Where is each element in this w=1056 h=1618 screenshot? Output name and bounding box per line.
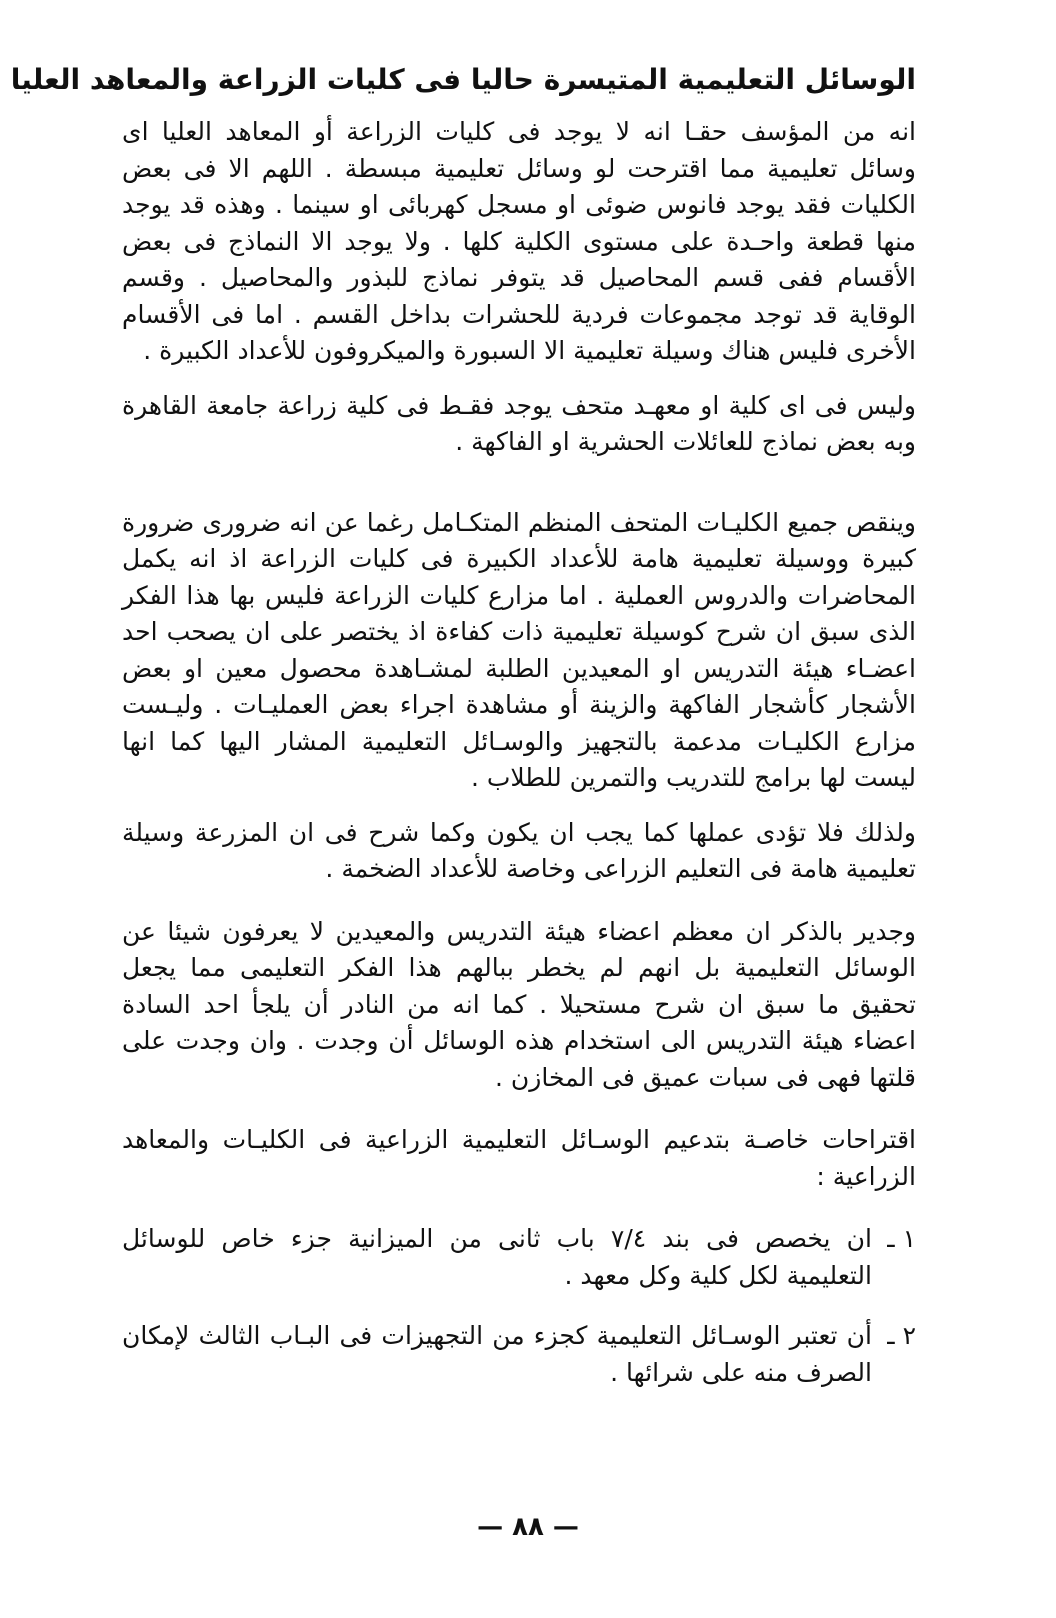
page-title: الوسائل التعليمية المتيسرة حاليا فى كليات الزراعة والمعاهد العليا — [10, 63, 916, 96]
list-item-number: ٢ ـ — [887, 1321, 916, 1350]
list-item-number: ١ ـ — [887, 1224, 916, 1253]
page-number: — ٨٨ — — [477, 1512, 579, 1542]
list-item-1 — [122, 1221, 916, 1294]
paragraph-5: وجدير بالذكر ان معظم اعضاء هيئة التدريس والمعيدين لا يعرفون شيئا عن الوسائل التعليمية بل انهم لم يخطر ببالهم هذا الفكر التعليمى مما يجعل تحقيق ما سبق ان شرح مستحيلا . كما انه من النادر أن يلجأ احد السادة اعضاء هيئة التدريس الى استخدام هذه الوسائل أن وجدت . وان وجدت على قلتها فهى فى سبات عميق فى المخازن . — [122, 916, 916, 1092]
paragraph-1: انه من المؤسف حقـا انه لا يوجد فى كليات الزراعة أو المعاهد العليا اى وسائل تعليمية مما اقترحت لو وسائل تعليمية مبسطة . اللهم الا فى بعض الكليات فقد يوجد فانوس ضوئى او مسجل كهربائى او سينما . وهذه قد يوجد منها قطعة واحـدة على مستوى الكلية كلها . ولا يوجد الا النماذج فى بعض الأقسام ففى قسم المحاصيل قد يتوفر نماذج للبذور والمحاصيل . وقسم الوقاية قد توجد مجموعات فردية للحشرات بداخل القسم . اما فى الأقسام الأخرى فليس هناك وسيلة تعليمية الا السبورة والميكروفون للأعداد الكبيرة . — [122, 117, 916, 365]
list-item-text: أن تعتبر الوسـائل التعليمية كجزء من التجهيزات فى البـاب الثالث لإمكان الصرف منه على شرائها . — [122, 1321, 872, 1387]
list-item-2 — [122, 1318, 916, 1391]
paragraph-3: وينقص جميع الكليـات المتحف المنظم المتكـامل رغما عن انه ضرورى ضرورة كبيرة ووسيلة تعليمية هامة للأعداد الكبيرة فى كليات الزراعة اذ انه يكمل المحاضرات والدروس العملية . اما مزارع كليات الزراعة فليس بها هذا الفكر الذى سبق ان شرح كوسيلة تعليمية ذات كفاءة اذ يختصر على ان يصحب احد اعضـاء هيئة التدريس او المعيدين الطلبة لمشـاهدة محصول معين او بعض الأشجار كأشجار الفاكهة والزينة أو مشاهدة اجراء بعض العمليـات . وليـست مزارع الكليـات مدعمة بالتجهيز والوسـائل التعليمية المشار اليها كما انها ليست لها برامج للتدريب والتمرين للطلاب . — [122, 507, 916, 792]
paragraph-2: وليس فى اى كلية او معهـد متحف يوجد فقـط فى كلية زراعة جامعة القاهرة وبه بعض نماذج للعائلات الحشرية او الفاكهة . — [122, 390, 916, 456]
paragraph-6: اقتراحات خاصـة بتدعيم الوسـائل التعليمية الزراعية فى الكليـات والمعاهد الزراعية : — [122, 1125, 916, 1191]
paragraph-4: ولذلك فلا تؤدى عملها كما يجب ان يكون وكما شرح فى ان المزرعة وسيلة تعليمية هامة فى التعليم الزراعى وخاصة للأعداد الضخمة . — [122, 817, 916, 883]
list-item-text: ان يخصص فى بند ٧/٤ باب ثانى من الميزانية جزء خاص للوسائل التعليمية لكل كلية وكل معهد . — [122, 1224, 872, 1290]
